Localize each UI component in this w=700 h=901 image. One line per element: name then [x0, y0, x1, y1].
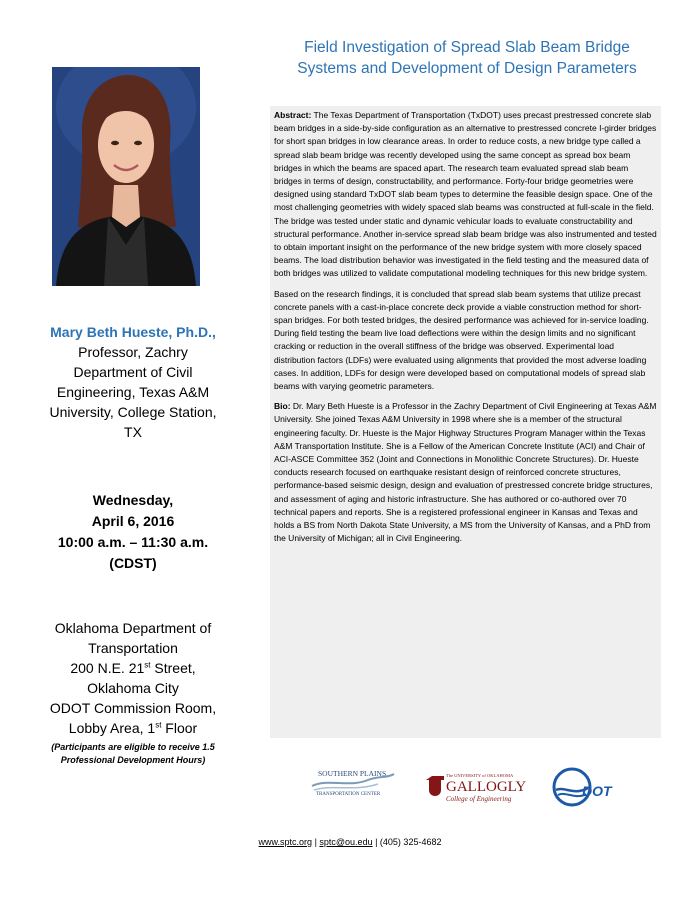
- svg-text:GALLOGLY: GALLOGLY: [446, 779, 527, 795]
- note-line: (Participants are eligible to receive 1.5: [51, 742, 215, 752]
- venue-line: Transportation: [88, 640, 178, 656]
- venue-line: Oklahoma Department of: [54, 620, 212, 636]
- abstract-paragraph-2: Based on the research findings, it is concluded that spread slab beam systems that utilize precast concrete panels with a cast-in-place concrete deck provide a viable construction method for short-span bridges. For both tested bridges, the desired performance was achieved for in-service loading. During field testing the beam live load deflections were within the design limits and no significant cracking or reduction in the overall stiffness of the bridge was observed. Experimental load distribution factors (LDFs) were evaluated using alignments that provided the most adverse loading cases. In addition, LDFs for design were developed based on computational models of spread slab beams with varying geometric parameters.: [274, 288, 649, 392]
- sponsor-logos: [300, 764, 640, 814]
- speaker-title-line: TX: [124, 424, 142, 440]
- event-time: 10:00 a.m. – 11:30 a.m.: [57, 534, 209, 550]
- speaker-title-line: University, College Station,: [49, 404, 217, 420]
- venue-floor-line: Lobby Area, 1st Floor: [68, 720, 198, 736]
- abstract-label: Abstract:: [274, 110, 312, 120]
- speaker-title-line: Professor, Zachry: [78, 344, 188, 360]
- venue-line: ODOT Commission Room,: [49, 700, 217, 716]
- venue-line: Oklahoma City: [87, 680, 179, 696]
- abstract-paragraph-1: Abstract: The Texas Department of Transportation (TxDOT) uses precast prestressed concrete slab beam bridges in a side-by-side configuration as an alternative to prestressed concrete I-girder bridges for short span bridges in low clearance areas. In order to reduce costs, a new bridge type called a spread slab beam bridge was recently developed using the same concept as spread box beam bridges in which the beams are spaced apart. The research team evaluated spread slab beam bridges in terms of design, constructability, and performance. Forty-four bridge geometries were designed using standard TxDOT slab beam types to determine the feasible design space. One of the most challenging geometries with widely spaced slab beams was constructed at full-scale in the field. The bridge was tested under static and dynamic vehicular loads to evaluate constructability and structural performance. Another in-service spread slab beam bridge was also instrumented and tested to obtain important insight on the performance of the new bridge system with more closely spaced beams. The load distribution behavior was investigated in the field testing and the measured data of both bridges was utilized to validate computational modeling techniques for this new bridge system.: [274, 110, 657, 279]
- email-link[interactable]: sptc@ou.edu: [319, 837, 373, 847]
- bio-label: Bio:: [274, 401, 291, 412]
- event-date: April 6, 2016: [91, 513, 175, 529]
- event-timezone: (CDST): [109, 555, 157, 571]
- page-title: [262, 37, 672, 79]
- note-line: Professional Development Hours): [60, 755, 206, 765]
- odot-logo-icon: [552, 766, 628, 808]
- pdh-note: [22, 741, 244, 767]
- speaker-title-line: Engineering, Texas A&M: [56, 384, 210, 400]
- svg-text:TRANSPORTATION CENTER: TRANSPORTATION CENTER: [316, 792, 381, 796]
- bio-paragraph: Bio: Dr. Mary Beth Hueste is a Professor in the Zachry Department of Civil Engineering at Texas A&M University. She joined Texas A&M University in 1998 where she is a member of the structural engineering faculty. Dr. Hueste is the Major Highway Structures Program Manager within the Texas A&M Transportation Institute. She is a Fellow of the American Concrete Institute (ACI) and Chair of ACI-ASCE Committee 352 (Joint and Connections in Monolithic Concrete Structures). Dr. Hueste conducts research focused on earthquake resistant design of reinforced concrete structures, performance-based seismic design, design and evaluation of prestressed concrete bridge structures, and assessment of aging and historic infrastructure. She has authored or co-authored over 70 technical papers and reports. She is a registered professional engineer in Kansas and Texas and holds a BS from North Dakota State University, a MS from the University of Kansas, and a PhD from the University of Michigan; all in Civil Engineering.: [274, 401, 657, 544]
- contact-footer: www.sptc.org | sptc@ou.edu | (405) 325-4682: [258, 837, 442, 847]
- event-venue: [22, 618, 244, 738]
- event-datetime: [22, 490, 244, 574]
- sptc-logo-icon: [308, 764, 396, 796]
- speaker-name: Mary Beth Hueste, Ph.D.,: [50, 324, 216, 340]
- svg-text:SOUTHERN PLAINS: SOUTHERN PLAINS: [318, 769, 387, 778]
- title-line-2: Systems and Development of Design Parameters: [297, 60, 637, 77]
- svg-text:College of Engineering: College of Engineering: [446, 795, 512, 803]
- ou-gallogly-logo-icon: [426, 770, 546, 804]
- abstract-bio-panel: [270, 106, 661, 738]
- title-line-1: Field Investigation of Spread Slab Beam Bridge: [304, 39, 630, 56]
- phone-number: (405) 325-4682: [379, 837, 442, 847]
- speaker-portrait-illustration: [52, 67, 200, 286]
- website-link[interactable]: www.sptc.org: [258, 837, 313, 847]
- event-day: Wednesday,: [92, 492, 174, 508]
- venue-address-line: 200 N.E. 21st Street,: [70, 660, 196, 676]
- svg-text:The UNIVERSITY of OKLAHOMA: The UNIVERSITY of OKLAHOMA: [446, 773, 514, 778]
- speaker-title-line: Department of Civil: [73, 364, 193, 380]
- speaker-info: [22, 322, 244, 442]
- speaker-photo: [52, 67, 200, 286]
- svg-text:DOT: DOT: [582, 783, 612, 799]
